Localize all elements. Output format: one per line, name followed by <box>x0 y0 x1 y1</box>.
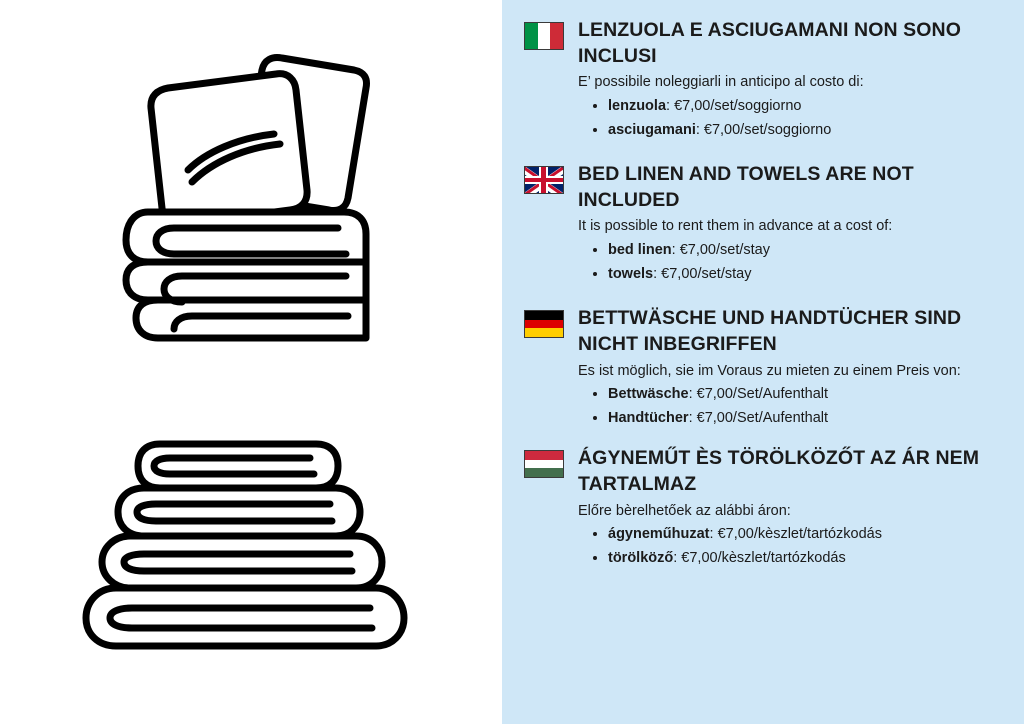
item-value: : €7,00/set/soggiorno <box>695 121 832 138</box>
notice-items-hungarian <box>578 523 1008 570</box>
notice-items-german <box>578 383 1008 430</box>
notices-panel <box>502 0 1024 724</box>
list-item <box>608 407 1008 430</box>
notice-subtitle-german: Es ist möglich, sie im Voraus zu mieten zu einem Preis von: <box>578 362 961 379</box>
notice-section-italian <box>524 18 1008 142</box>
list-item <box>608 263 1008 286</box>
notice-subtitle-italian: E’ possibile noleggiarli in anticipo al costo di: <box>578 74 864 91</box>
notice-section-german <box>524 306 1008 430</box>
folded-bed-linen-with-pillows-illustration <box>96 30 396 365</box>
list-item <box>608 239 1008 262</box>
notice-content-english <box>578 162 1008 286</box>
item-label: asciugamani <box>608 121 696 138</box>
notice-subtitle-hungarian: Előre bèrelhetőek az alábbi áron: <box>578 502 791 519</box>
item-value: : €7,00/set/stay <box>671 242 770 259</box>
notice-subtitle-english: It is possible to rent them in advance at a cost of: <box>578 218 893 235</box>
list-item <box>608 523 1008 546</box>
item-label: ágyneműhuzat <box>608 526 710 543</box>
hungary-flag-icon <box>524 450 564 478</box>
item-value: : €7,00/set/stay <box>653 265 752 282</box>
notice-heading-german: BETTWÄSCHE UND HANDTÜCHER SIND NICHT INBEGRIFFEN <box>578 307 962 355</box>
notice-section-hungarian <box>524 446 1008 570</box>
list-item <box>608 119 1008 142</box>
notice-items-italian <box>578 95 1008 142</box>
item-value: : €7,00/set/soggiorno <box>666 98 802 115</box>
notice-items-english <box>578 239 1008 286</box>
notice-heading-english: BED LINEN AND TOWELS ARE NOT INCLUDED <box>578 163 914 211</box>
item-label: towels <box>608 265 654 282</box>
notice-content-italian <box>578 18 1008 142</box>
item-label: bed linen <box>608 242 672 259</box>
item-label: törölköző <box>608 549 674 566</box>
germany-flag-icon <box>524 310 564 338</box>
list-item <box>608 95 1008 118</box>
item-value: : €7,00/kèszlet/tartózkodás <box>709 526 883 543</box>
notice-section-english <box>524 162 1008 286</box>
notice-heading-hungarian: ÁGYNEMŰT ÈS TÖRÖLKÖZŐT AZ ÁR NEM TARTALMAZ <box>578 447 980 495</box>
item-value: : €7,00/Set/Aufenthalt <box>688 409 829 426</box>
stack-of-folded-towels-illustration <box>74 430 414 665</box>
item-label: Handtücher <box>608 409 689 426</box>
item-value: : €7,00/Set/Aufenthalt <box>688 386 829 403</box>
united-kingdom-flag-icon <box>524 166 564 194</box>
item-label: lenzuola <box>608 98 667 115</box>
notice-heading-italian: LENZUOLA E ASCIUGAMANI NON SONO INCLUSI <box>578 19 961 67</box>
item-label: Bettwäsche <box>608 386 689 403</box>
italy-flag-icon <box>524 22 564 50</box>
notice-content-hungarian <box>578 446 1008 570</box>
illustration-panel <box>0 0 502 724</box>
list-item <box>608 547 1008 570</box>
list-item <box>608 383 1008 406</box>
item-value: : €7,00/kèszlet/tartózkodás <box>673 549 846 566</box>
notice-content-german <box>578 306 1008 430</box>
